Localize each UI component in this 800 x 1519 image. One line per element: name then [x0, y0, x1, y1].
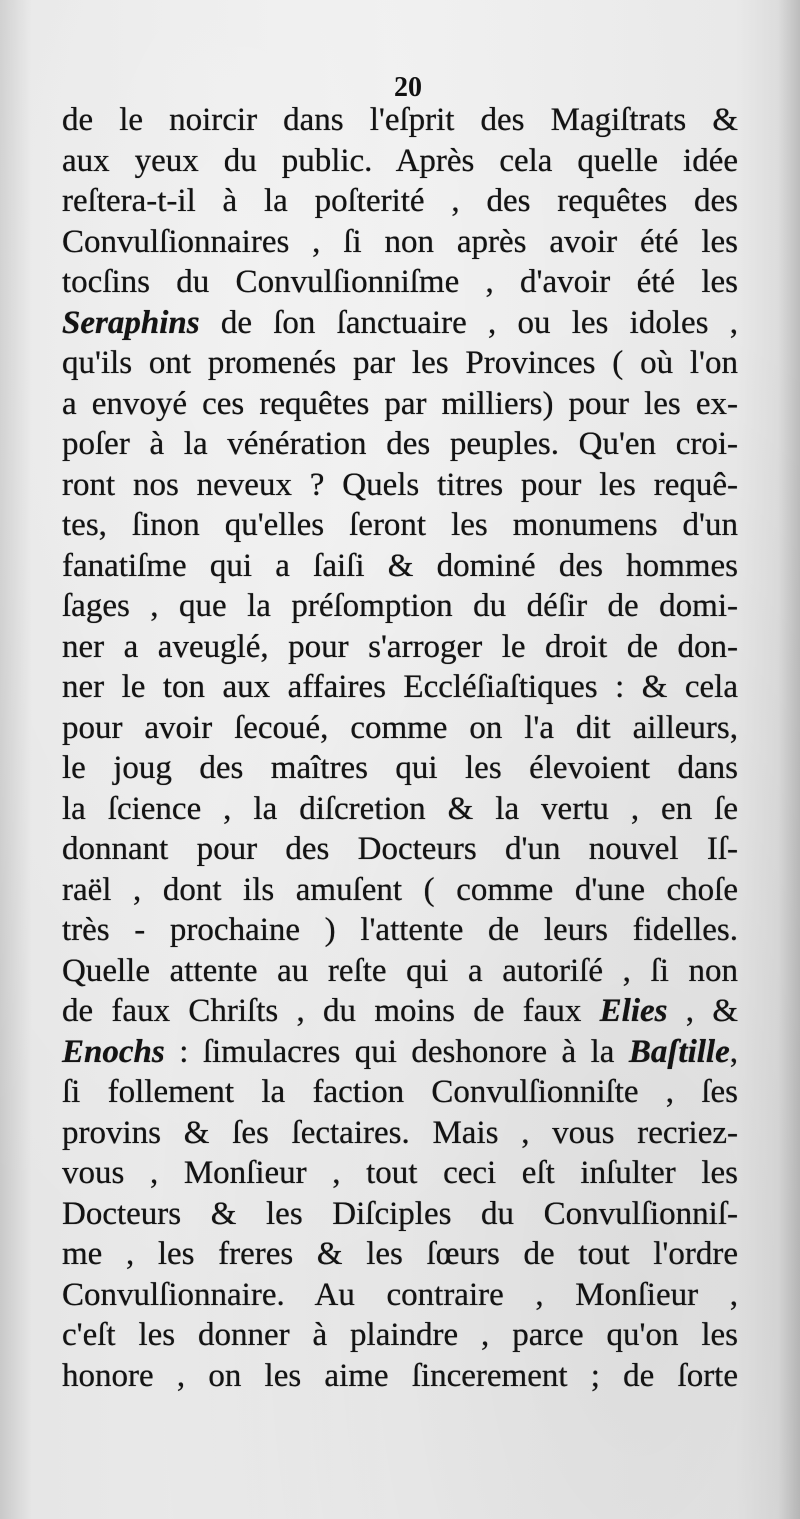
text-line [62, 1153, 738, 1194]
text-line [62, 1315, 738, 1356]
text-segment: de faux Chriſts , du moins de faux [62, 993, 600, 1029]
text-line [62, 748, 738, 789]
text-line [62, 829, 738, 870]
text-segment: le joug des maîtres qui les élevoient dans [62, 750, 738, 786]
text-segment: qu'ils ont promenés par les Provinces ( où l'on [62, 345, 738, 381]
text-line [62, 424, 738, 465]
text-line [62, 505, 738, 546]
text-line [62, 1194, 738, 1235]
text-segment: de ſon ſanctuaire , ou les idoles , [199, 304, 738, 341]
text-segment: Convulſionnaires , ſi non après avoir été les [62, 223, 738, 260]
text-line [62, 627, 738, 668]
text-segment: c'eſt les donner à plaindre , parce qu'on les [62, 1317, 738, 1353]
text-segment: Convulſionnaire. Au contraire , Monſieur , [62, 1276, 738, 1313]
text-segment: ſages , que la préſomption du déſir de domi- [62, 588, 738, 624]
text-line [62, 667, 738, 708]
text-line [62, 586, 738, 627]
text-line [62, 343, 738, 384]
text-line [62, 546, 738, 587]
text-segment: me , les freres & les ſœurs de tout l'ordre [62, 1236, 738, 1272]
text-line [62, 1356, 738, 1397]
text-line [62, 708, 738, 749]
text-segment: a envoyé ces requêtes par milliers) pour les ex- [62, 385, 738, 422]
text-segment: honore , on les aime ſincerement ; de ſorte [62, 1357, 738, 1394]
text-segment: provins & ſes ſectaires. Mais , vous recriez- [62, 1114, 738, 1151]
text-segment: fanatiſme qui a ſaiſi & dominé des hommes [62, 547, 738, 584]
text-segment: reſtera-t-il à la poſterité , des requêtes des [62, 183, 738, 219]
text-segment: , [729, 1033, 738, 1070]
text-segment: , & [667, 993, 738, 1029]
italic-text-segment: Seraphins [62, 304, 200, 341]
text-segment: ſi follement la faction Convulſionniſte , ſes [62, 1074, 738, 1110]
text-segment: tocſins du Convulſionniſme , d'avoir été les [62, 264, 738, 300]
text-line [62, 1113, 738, 1154]
text-line [62, 181, 738, 222]
text-line [62, 870, 738, 911]
text-line [62, 1234, 738, 1275]
text-line [62, 303, 738, 344]
text-segment: : ſimulacres qui deshonore à la [164, 1033, 629, 1070]
text-line [62, 100, 738, 141]
text-segment: donnant pour des Docteurs d'un nouvel Iſ- [62, 831, 738, 867]
text-segment: Docteurs & les Diſciples du Convulſionniſ- [62, 1195, 738, 1232]
text-line [62, 141, 738, 182]
text-line [62, 991, 738, 1032]
text-line [62, 222, 738, 263]
text-segment: de le noircir dans l'eſprit des Magiſtrats & [62, 102, 738, 138]
text-segment: la ſcience , la diſcretion & la vertu , en ſe [62, 790, 738, 827]
text-segment: ner a aveuglé, pour s'arroger le droit de don- [62, 628, 738, 665]
text-line [62, 1032, 738, 1073]
text-segment: tes, ſinon qu'elles ſeront les monumens d'un [62, 507, 738, 543]
page-number: 20 [394, 72, 422, 103]
text-segment: pour avoir ſecoué, comme on l'a dit ailleurs, [62, 709, 738, 746]
text-segment: ront nos neveux ? Quels titres pour les requê- [62, 466, 738, 503]
text-line [62, 384, 738, 425]
text-line [62, 951, 738, 992]
text-segment: Quelle attente au reſte qui a autoriſé , ſi non [62, 952, 738, 989]
italic-text-segment: Elies [599, 993, 668, 1029]
text-segment: poſer à la vénération des peuples. Qu'en croi- [62, 426, 738, 462]
text-line [62, 1072, 738, 1113]
text-line [62, 1275, 738, 1316]
text-segment: aux yeux du public. Après cela quelle idée [62, 142, 738, 179]
text-line [62, 465, 738, 506]
text-line [62, 262, 738, 303]
text-segment: vous , Monſieur , tout ceci eſt inſulter les [62, 1155, 738, 1191]
page-edge-shadow [778, 0, 800, 1519]
text-segment: très - prochaine ) l'attente de leurs fidelles. [62, 912, 738, 948]
body-text [62, 100, 738, 1396]
text-segment: raël , dont ils amuſent ( comme d'une choſe [62, 871, 738, 908]
text-line [62, 789, 738, 830]
text-line [62, 910, 738, 951]
text-segment: ner le ton aux affaires Eccléſiaſtiques : & cela [62, 669, 738, 705]
italic-text-segment: Baſtille [628, 1033, 730, 1070]
italic-text-segment: Enochs [62, 1033, 165, 1070]
